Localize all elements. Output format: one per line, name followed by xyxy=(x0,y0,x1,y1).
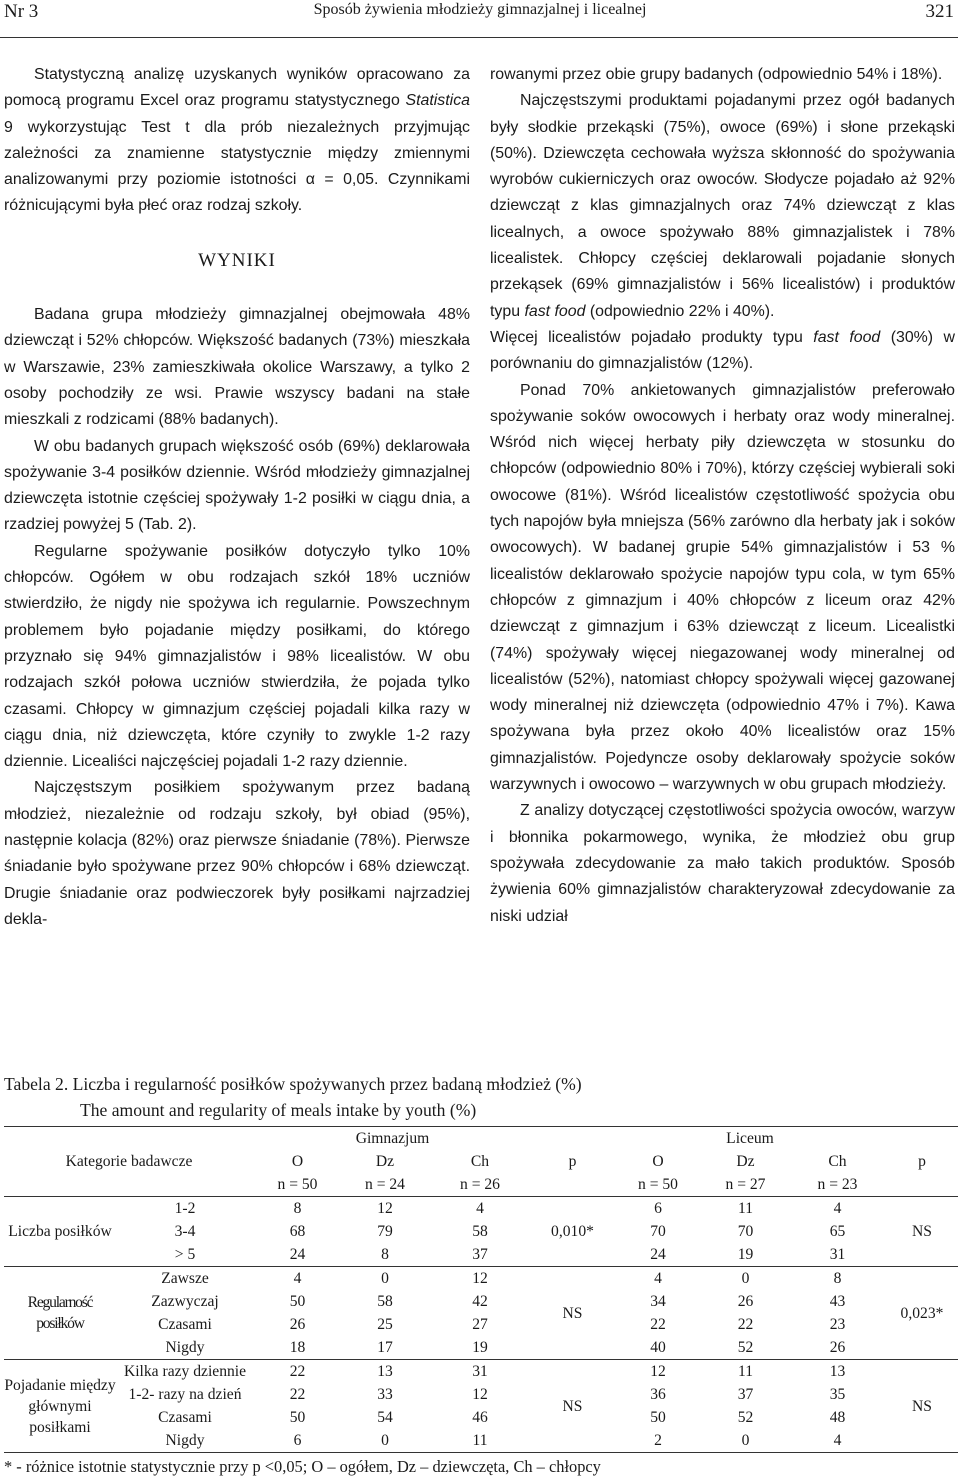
header-l-n-ch: n = 23 xyxy=(817,1176,858,1193)
issue-number: Nr 3 xyxy=(4,1,39,22)
header-g-dz: Dz xyxy=(375,1153,395,1170)
table-row xyxy=(4,1429,958,1453)
cell: 4 xyxy=(614,1267,702,1291)
row-label: 3-4 xyxy=(174,1223,196,1240)
cell: 18 xyxy=(289,1339,306,1356)
cell: 8 xyxy=(789,1267,886,1291)
header-g-n-dz: n = 24 xyxy=(365,1176,405,1193)
results-paragraph-4: Najczęstszym posiłkiem spożywanym przez badaną młodzież, niezależnie od rodzaju szkoły, był obiad (95%), następnie kolacja (82%) oraz pierwsze śniadanie (78%). Pierwsze śniadanie było spożywane przez 90% chłopców i 68% dziewcząt. Drugie śniadanie oraz podwieczorek były posiłkami najrzadziej dekla- xyxy=(4,779,470,928)
cell: 79 xyxy=(377,1223,393,1240)
group-label: Regularność posiłków xyxy=(4,1267,116,1360)
row-label: Nigdy xyxy=(116,1429,254,1453)
cell: 22 xyxy=(650,1316,666,1333)
cell: 22 xyxy=(254,1360,341,1384)
page-header xyxy=(0,0,960,28)
cell: 50 xyxy=(289,1293,306,1310)
table-caption-pl: Tabela 2. Liczba i regularność posiłków spożywanych przez badaną młodzież (%) xyxy=(4,1074,582,1094)
cell: 8 xyxy=(254,1197,341,1221)
continuation-paragraph: rowanymi przez obie grupy badanych (odpowiednio 54% i 18%). xyxy=(490,66,943,83)
header-l-o: O xyxy=(652,1153,664,1170)
table-row xyxy=(4,1383,958,1406)
cell: 54 xyxy=(377,1409,393,1426)
cell: 42 xyxy=(472,1293,488,1310)
fast-food-paragraph: Więcej licealistów pojadało produkty typu fast food (30%) w porównaniu do gimnazjalistów (12%). xyxy=(490,328,955,373)
cell: 17 xyxy=(377,1339,393,1356)
row-label: Kilka razy dziennie xyxy=(116,1360,254,1384)
cell: 11 xyxy=(429,1429,531,1453)
p-value: NS xyxy=(886,1197,958,1267)
row-label: Zazwyczaj xyxy=(151,1293,219,1310)
cell: 23 xyxy=(829,1316,846,1333)
cell: 19 xyxy=(472,1339,488,1356)
group-label: Liczba posiłków xyxy=(4,1197,116,1267)
cell: 11 xyxy=(702,1360,789,1384)
cell: 0 xyxy=(702,1267,789,1291)
cell: 0 xyxy=(341,1429,429,1453)
p-value: NS xyxy=(531,1267,614,1360)
cell: 26 xyxy=(737,1293,754,1310)
cell: 50 xyxy=(289,1409,306,1426)
row-label: Czasami xyxy=(158,1409,212,1426)
results-paragraph-1: Badana grupa młodzieży gimnazjalnej obejmowała 48% dziewcząt i 52% chłopców. Większość badanych (73%) mieszkała w Warszawie, 23% zamieszkiwała okolice Warszawy, a tylko 2 osoby pochodziły ze wsi. Prawie wszyscy badani na stałe mieszkali z rodzicami (88% badanych). xyxy=(4,306,470,429)
cell: 40 xyxy=(650,1339,666,1356)
fruit-veg-paragraph: Z analizy dotyczącej częstotliwości spożycia owoców, warzyw i błonnika pokarmowego, wynika, że młodzież obu grup spożywała zdecydowanie za mało takich produktów. Sposób żywienia 60% gimnazjalistów charakteryzował zdecydowanie za niski udział xyxy=(490,802,955,925)
right-column xyxy=(490,62,955,930)
cell: 12 xyxy=(341,1197,429,1221)
cell: 0 xyxy=(341,1267,429,1291)
header-g-n-o: n = 50 xyxy=(277,1176,318,1193)
cell: 22 xyxy=(737,1316,754,1333)
cell: 70 xyxy=(650,1223,666,1240)
cell: 22 xyxy=(289,1386,306,1403)
table-row xyxy=(4,1243,958,1267)
cell: 36 xyxy=(650,1386,666,1403)
cell: 46 xyxy=(472,1409,488,1426)
p-value: 0,023* xyxy=(886,1267,958,1360)
cell: 0 xyxy=(702,1429,789,1453)
cell: 4 xyxy=(429,1197,531,1221)
header-g-ch: Ch xyxy=(470,1153,490,1170)
methods-paragraph: Statystyczną analizę uzyskanych wyników opracowano za pomocą programu Excel oraz programu statystycznego Statistica 9 wykorzystując Test t dla prób niezależnych przyjmując zależności za znamienne statystycznie między zmiennymi analizowanymi przy poziomie istotności α = 0,05. Czynnikami różnicującymi była płeć oraz rodzaj szkoły. xyxy=(4,66,470,215)
cell: 52 xyxy=(737,1409,754,1426)
row-label: Zawsze xyxy=(116,1267,254,1291)
cell: 26 xyxy=(829,1339,846,1356)
header-rule xyxy=(0,37,958,38)
cell: 37 xyxy=(737,1386,754,1403)
results-paragraph-2: W obu badanych grupach większość osób (69%) deklarowała spożywanie 3-4 posiłków dziennie. Wśród młodzieży gimnazjalnej dziewczęta istotnie częściej spożywały 1-2 posiłki w ciągu dnia, a rzadziej powyżej 5 (Tab. 2). xyxy=(4,437,470,534)
cell: 58 xyxy=(472,1223,488,1240)
header-liceum: Liceum xyxy=(614,1127,886,1151)
row-label: Czasami xyxy=(158,1316,212,1333)
cell: 11 xyxy=(702,1197,789,1221)
cell: 68 xyxy=(289,1223,306,1240)
table-caption xyxy=(4,1071,944,1123)
p-value: 0,010* xyxy=(531,1197,614,1267)
header-gimnazjum: Gimnazjum xyxy=(254,1127,531,1151)
table-row xyxy=(4,1360,958,1384)
cell: 27 xyxy=(472,1316,488,1333)
cell: 70 xyxy=(737,1223,754,1240)
cell: 52 xyxy=(737,1339,754,1356)
table-caption-en: The amount and regularity of meals intake by youth (%) xyxy=(80,1100,477,1120)
cell: 31 xyxy=(829,1246,846,1263)
cell: 12 xyxy=(429,1267,531,1291)
cell: 26 xyxy=(289,1316,306,1333)
row-label: Nigdy xyxy=(165,1339,205,1356)
page-number: 321 xyxy=(925,1,954,22)
cell: 6 xyxy=(614,1197,702,1221)
beverages-paragraph: Ponad 70% ankietowanych gimnazjalistów preferowało spożywanie soków owocowych i herbaty oraz wody mineralnej. Wśród nich więcej herbaty piły dziewczęta w stosunku do chłopców (odpowiednio 80% i 70%), którzy częściej wybierali soki owocowe (81%). Wśród licealistów częstotliwość spożycia obu tych napojów była mniejsza (56% zarówno dla herbaty jak i soków owocowych). W badanej grupie 54% gimnazjalistów i 53 % licealistów deklarowało spożycie napojów typu cola, w tym 65% chłopców z gimnazjum i 40% chłopców z liceum oraz 42% dziewcząt z gimnazjum i 63% dziewcząt z liceum. Licealistki (74%) spożywały więcej niegazowanej wody mineralnej od licealistów (52%), natomiast chłopcy spożywali więcej gazowanej wody mineralnej niż dziewczęta (odpowiednio 47% i 7%). Kawa spożywana była przez około 40% licealistów oraz 15% gimnazjalistów. Pojedyncze osoby deklarowały spożycie soków warzywnych i owocowo – warzywnych w obu grupach młodzieży. xyxy=(490,381,955,794)
group-label: Pojadanie między głównymi posiłkami xyxy=(4,1360,116,1453)
p-value: NS xyxy=(886,1360,958,1453)
section-heading: WYNIKI xyxy=(198,249,276,271)
row-label: 1-2- razy na dzień xyxy=(128,1386,242,1403)
cell: 6 xyxy=(254,1429,341,1453)
cell: 13 xyxy=(789,1360,886,1384)
cell: 4 xyxy=(789,1429,886,1453)
cell: 58 xyxy=(377,1293,393,1310)
cell: 8 xyxy=(381,1246,389,1263)
header-categories: Kategorie badawcze xyxy=(4,1127,254,1197)
left-column xyxy=(4,62,470,933)
cell: 25 xyxy=(377,1316,393,1333)
header-l-dz: Dz xyxy=(736,1153,755,1170)
row-label: > 5 xyxy=(174,1246,196,1263)
cell: 65 xyxy=(829,1223,846,1240)
cell: 50 xyxy=(650,1409,666,1426)
table-row xyxy=(4,1313,958,1336)
table-row xyxy=(4,1267,958,1291)
cell: 43 xyxy=(829,1293,846,1310)
cell: 34 xyxy=(650,1293,666,1310)
table-row xyxy=(4,1220,958,1243)
table-row xyxy=(4,1197,958,1221)
running-title: Sposób żywienia młodzieży gimnazjalnej i licealnej xyxy=(313,1,647,18)
cell: 19 xyxy=(737,1246,754,1263)
cell: 24 xyxy=(289,1246,306,1263)
cell: 31 xyxy=(429,1360,531,1384)
header-l-n-o: n = 50 xyxy=(638,1176,678,1193)
cell: 4 xyxy=(789,1197,886,1221)
cell: 4 xyxy=(254,1267,341,1291)
meals-table xyxy=(4,1126,958,1453)
cell: 12 xyxy=(472,1386,488,1403)
results-paragraph-3: Regularne spożywanie posiłków dotyczyło tylko 10% chłopców. Ogółem w obu rodzajach szkół 18% uczniów stwierdziło, że nigdy nie spożywa ich regularnie. Powszechnym problemem było pojadanie między posiłkami, do którego przyznało się 94% gimnazjalistów i 98% licealistów. W obu rodzajach szkół połowa uczniów stwierdziła, że pojada tylko czasami. Chłopcy w gimnazjum częściej pojadali kilka razy w ciągu dnia, niż dziewczęta, które czyniły to zwykle 1-2 razy dziennie. Licealiści najczęściej pojadali 1-2 razy dziennie. xyxy=(4,542,470,771)
table-header-row-1 xyxy=(4,1127,958,1151)
table-row xyxy=(4,1290,958,1313)
row-label: 1-2 xyxy=(116,1197,254,1221)
cell: 12 xyxy=(614,1360,702,1384)
snacks-paragraph: Najczęstszymi produktami pojadanymi przez ogół badanych były słodkie przekąski (75%), owoce (69%) i słone przekąski (50%). Dziewczęta cechowała wyższa skłonność do spożywania wyrobów cukierniczych oraz owoców. Słodycze pojadało aż 92% dziewcząt z klas gimnazjalnych oraz 74% dziewcząt z klas licealnych, a owoce spożywało 88% gimnazjalistek i 78% licealistek. Chłopcy częściej deklarowali pojadanie słonych przekąsek (69% gimnazjalistów i 56% licealistów) i produktów typu fast food (odpowiednio 22% i 40%). xyxy=(490,92,955,320)
cell: 33 xyxy=(377,1386,393,1403)
cell: 35 xyxy=(829,1386,846,1403)
table-row xyxy=(4,1336,958,1360)
table-row xyxy=(4,1406,958,1429)
cell: 2 xyxy=(614,1429,702,1453)
p-value: NS xyxy=(531,1360,614,1453)
table-footnote: * - różnice istotnie statystycznie przy p <0,05; O – ogółem, Dz – dziewczęta, Ch – chłopcy xyxy=(4,1457,601,1476)
header-l-ch: Ch xyxy=(828,1153,847,1170)
header-l-n-dz: n = 27 xyxy=(725,1176,766,1193)
cell: 24 xyxy=(650,1246,666,1263)
header-p-lic: p xyxy=(886,1127,958,1197)
header-g-n-ch: n = 26 xyxy=(460,1176,500,1193)
header-g-o: O xyxy=(291,1153,304,1170)
cell: 37 xyxy=(472,1246,488,1263)
header-p-gim: p xyxy=(531,1127,614,1197)
cell: 13 xyxy=(341,1360,429,1384)
cell: 48 xyxy=(829,1409,846,1426)
